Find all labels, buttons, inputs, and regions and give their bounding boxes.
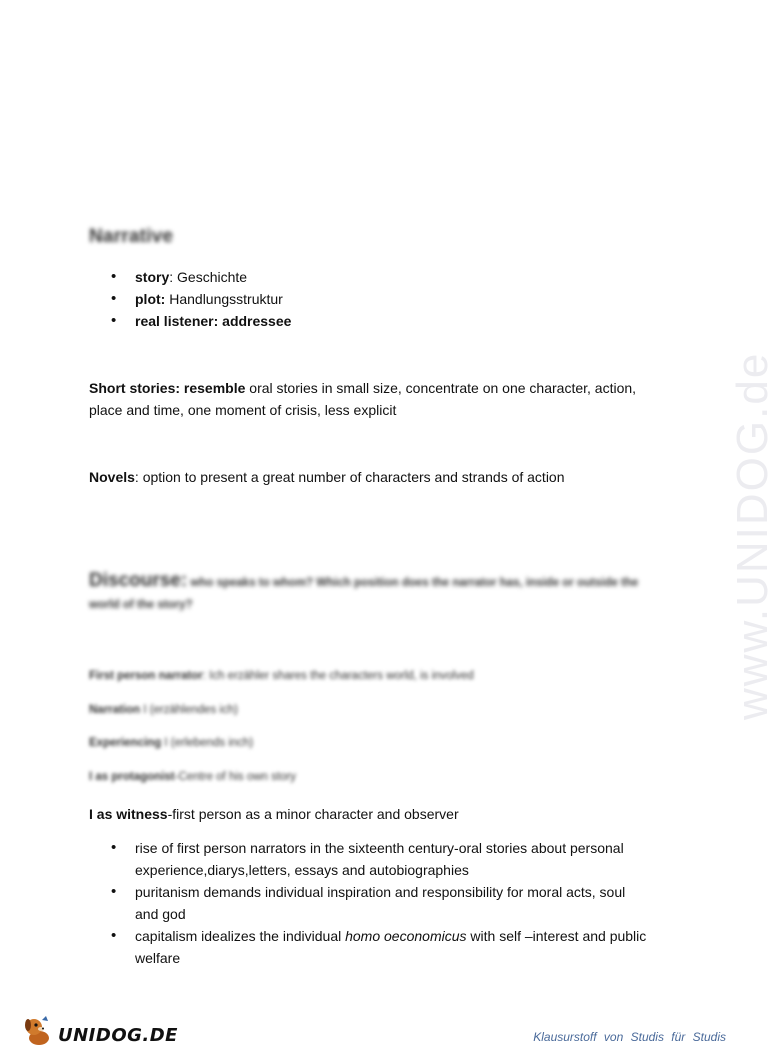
experiencing-line: Experiencing I (erlebends inch) xyxy=(89,737,254,749)
discourse-heading: Discourse: who speaks to whom? Which position does the narrator has, inside or outside the world of the story? xyxy=(89,570,639,611)
logo-text: UNIDOG.DE xyxy=(58,1024,178,1046)
list-item: • plot: Handlungsstruktur xyxy=(89,288,291,310)
unidog-logo[interactable] xyxy=(22,1014,178,1048)
protagonist-line: I as protagonist-Centre of his own story xyxy=(89,771,297,783)
dog-icon xyxy=(22,1014,56,1048)
witness-list xyxy=(89,837,649,969)
narrative-heading: Narrative xyxy=(89,226,174,247)
short-stories-paragraph: Short stories: resemble oral stories in small size, concentrate on one character, action, place and time, one moment of crisis, less explicit xyxy=(89,380,637,418)
witness-paragraph: I as witness-first person as a minor character and observer xyxy=(89,806,459,822)
watermark: www.UNIDOG.de xyxy=(728,351,777,720)
footer-tagline: Klausurstoff von Studis für Studis xyxy=(533,1030,726,1044)
first-person-narrator-line: First person narrator: Ich erzähler shares the characters world, is involved xyxy=(89,670,474,682)
novels-paragraph: Novels: option to present a great number of characters and strands of action xyxy=(89,469,565,485)
list-item: • real listener: addressee xyxy=(89,310,291,332)
list-item: • story: Geschichte xyxy=(89,266,291,288)
narration-line: Narration I (erzählendes ich) xyxy=(89,704,238,716)
list-item: • rise of first person narrators in the sixteenth century-oral stories about personal experience,diarys,letters, essays and autobiographies xyxy=(89,837,649,881)
narrative-list xyxy=(89,266,291,332)
list-item: • puritanism demands individual inspiration and responsibility for moral acts, soul and god xyxy=(89,881,649,925)
list-item: • capitalism idealizes the individual homo oeconomicus with self –interest and public welfare xyxy=(89,925,649,969)
